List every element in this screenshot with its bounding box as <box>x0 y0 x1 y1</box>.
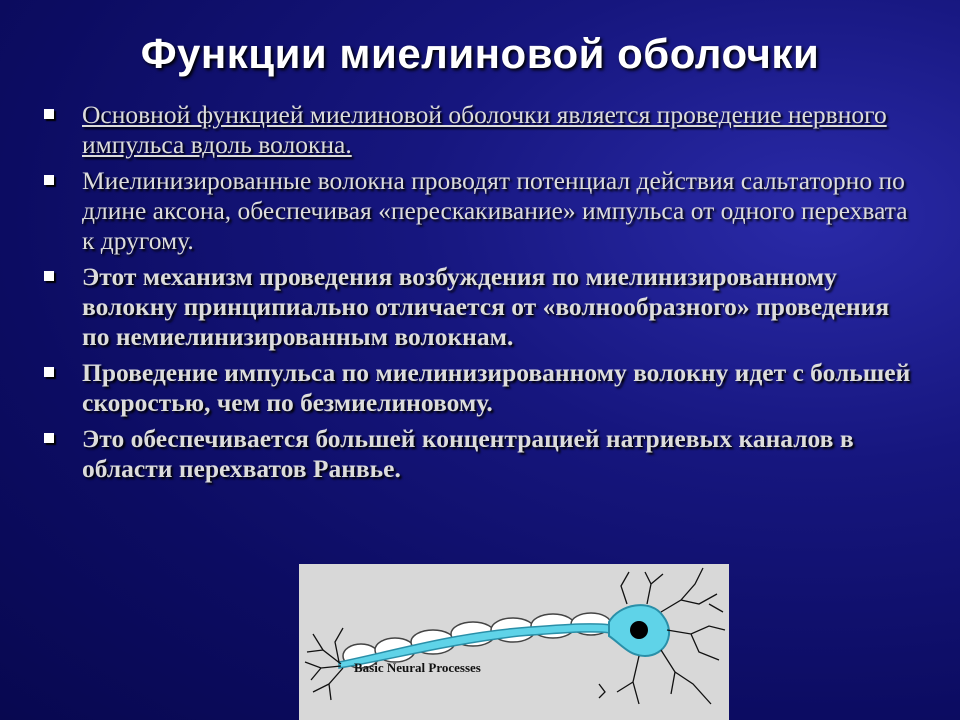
square-bullet-icon <box>44 433 54 443</box>
square-bullet-icon <box>44 109 54 119</box>
bullet-text: Основной функцией миелиновой оболочки является проведение нервного импульса вдоль волокна. <box>82 100 887 159</box>
neuron-illustration <box>299 564 729 720</box>
figure-caption: Basic Neural Processes <box>354 660 481 675</box>
bullet-item <box>42 262 922 352</box>
bullet-item <box>42 358 922 418</box>
bullet-text: Проведение импульса по миелинизированному волокну идет с большей скоростью, чем по безмиелиновому. <box>82 358 911 417</box>
square-bullet-icon <box>44 367 54 377</box>
bullet-list <box>42 100 922 490</box>
bullet-text: Миелинизированные волокна проводят потенциал действия сальтаторно по длине аксона, обеспечивая «перескакивание» импульса от одного перехвата к другому. <box>82 166 908 255</box>
square-bullet-icon <box>44 271 54 281</box>
bullet-item <box>42 166 922 256</box>
bullet-text: Этот механизм проведения возбуждения по миелинизированному волокну принципиально отличается от «волнообразного» проведения по немиелинизированным волокнам. <box>82 262 890 351</box>
slide-title: Функции миелиновой оболочки <box>140 30 820 77</box>
bullet-item <box>42 100 922 160</box>
bullet-text: Это обеспечивается большей концентрацией натриевых каналов в области перехватов Ранвье. <box>82 424 854 483</box>
bullet-item <box>42 424 922 484</box>
neuron-figure <box>299 564 729 720</box>
square-bullet-icon <box>44 175 54 185</box>
